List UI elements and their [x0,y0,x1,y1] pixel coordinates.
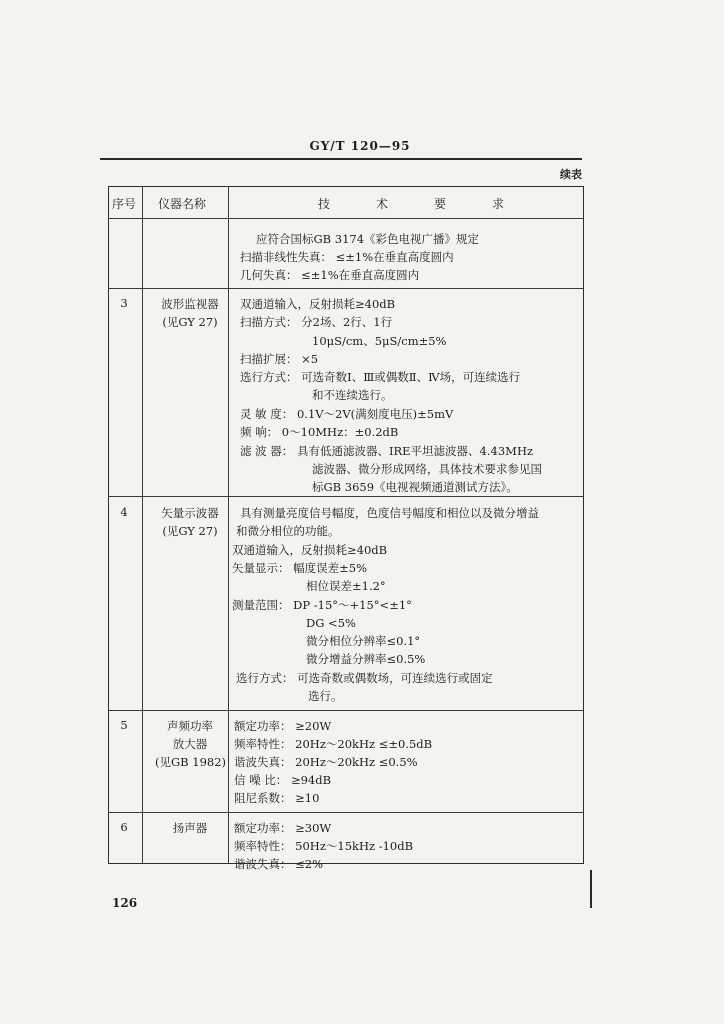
row-3-req: 10μS/cm、5μS/cm±5% [312,334,447,348]
row-4-req: 测量范围： DP -15°～+15°<±1° [232,598,412,612]
row-3-req: 标GB 3659《电视视频通道测试方法》。 [312,480,518,494]
cont-line-2: 扫描非线性失真： ≤±1%在垂直高度圆内 [240,250,454,264]
row-3-req: 滤 波 器： 具有低通滤波器、IRE平坦滤波器、4.43MHz [240,444,534,458]
col-header-req: 技术要求 [318,197,551,211]
row-3-req: 选行方式： 可选奇数Ⅰ、Ⅲ或偶数Ⅱ、Ⅳ场，可连续选行 [240,370,521,384]
row-6-req: 额定功率： ≥30W [234,821,332,835]
row-3-req: 灵 敏 度： 0.1V～2V(满刻度电压)±5mV [240,407,454,421]
row-4-req: 双通道输入，反射损耗≥40dB [232,543,388,557]
continued-label: 续表 [560,168,582,181]
row-5-no: 5 [120,718,128,732]
row-6-no: 6 [120,820,128,834]
row-4-req: 选行方式： 可选奇数或偶数场，可连续选行或固定 [236,671,493,685]
row-3-req: 和不连续选行。 [312,388,393,402]
row-4-req: 选行。 [308,689,343,703]
row-4-name-2: (见GY 27) [162,524,218,538]
row-4-req: DG <5% [306,616,356,630]
row-3-req: 扫描扩展： ×5 [240,352,319,366]
standard-code-header: GY/T 120—95 [309,139,411,153]
row-3-name-1: 波形监视器 [161,297,219,311]
row-5-name-3: (见GB 1982) [155,755,227,769]
header-rule [100,158,582,160]
row-4-req: 微分相位分辨率≤0.1° [306,634,421,648]
col-header-name: 仪器名称 [158,197,207,211]
row-6-name-1: 扬声器 [172,821,208,835]
cont-line-3: 几何失真： ≤±1%在垂直高度圆内 [240,268,420,282]
row-5-req: 信 噪 比： ≥94dB [234,773,332,787]
row-5-req: 阻尼系数： ≥10 [234,791,320,805]
row-4-req: 相位误差±1.2° [306,579,386,593]
scan-edge-mark [590,870,592,908]
row-divider-4 [108,496,584,497]
row-3-name-2: (见GY 27) [162,315,218,329]
row-5-req: 谐波失真： 20Hz～20kHz ≤0.5% [234,755,418,769]
row-4-req: 矢量显示： 幅度误差±5% [232,561,368,575]
row-3-req: 扫描方式： 分2场、2行、1行 [240,315,393,329]
row-3-req: 双通道输入，反射损耗≥40dB [240,297,396,311]
row-3-req: 频 响： 0～10MHz：±0.2dB [240,425,399,439]
row-4-req: 微分增益分辨率≤0.5% [306,652,426,666]
row-4-no: 4 [120,505,128,519]
row-3-req: 滤波器、微分形成网络，具体技术要求参见国 [312,462,542,476]
row-5-req: 额定功率： ≥20W [234,719,332,733]
row-5-name-1: 声频功率 [167,719,213,733]
header-row-divider [108,218,584,219]
cont-line-1: 应符合国标GB 3174《彩色电视广播》规定 [256,232,480,246]
row-3-no: 3 [120,296,128,310]
row-divider-6 [108,812,584,813]
row-divider-5 [108,710,584,711]
row-4-req: 和微分相位的功能。 [236,524,340,538]
row-4-name-1: 矢量示波器 [161,506,219,520]
row-5-name-2: 放大器 [172,737,208,751]
col-header-no: 序号 [112,197,137,211]
row-divider-3 [108,288,584,289]
row-6-req: 频率特性： 50Hz～15kHz -10dB [234,839,414,853]
page-number: 126 [112,896,138,910]
row-5-req: 频率特性： 20Hz～20kHz ≤±0.5dB [234,737,433,751]
row-6-req: 谐波失真： ≤2% [234,857,324,871]
row-4-req: 具有测量亮度信号幅度，色度信号幅度和相位以及微分增益 [240,506,539,520]
